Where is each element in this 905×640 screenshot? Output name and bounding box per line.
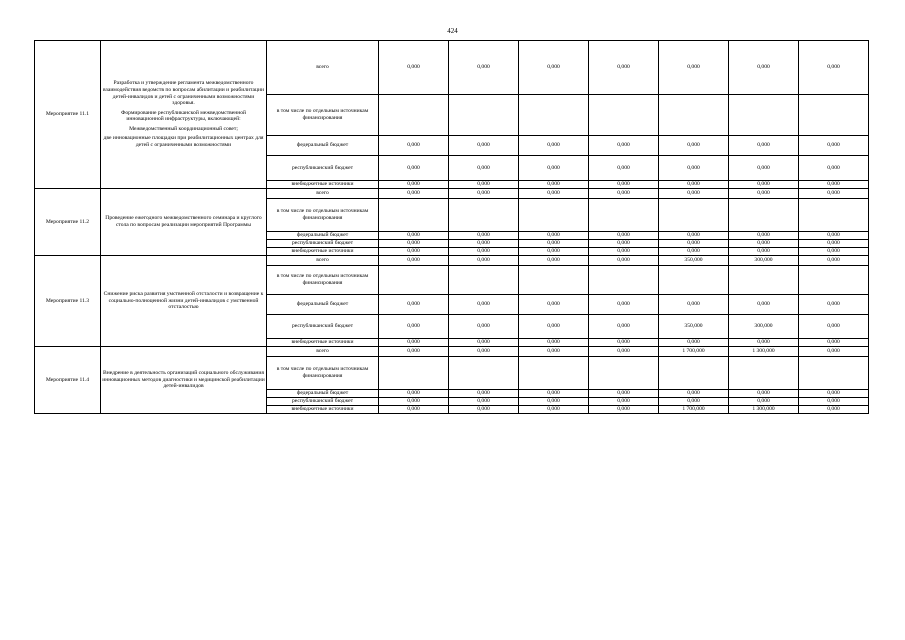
budget-table — [34, 40, 869, 414]
amount-cell: 0,000 — [589, 406, 659, 414]
amount-cell: 0,000 — [729, 181, 799, 189]
amount-cell: 0,000 — [519, 406, 589, 414]
funding-source: внебюджетные источники — [267, 406, 379, 414]
table-row — [35, 347, 869, 357]
amount-cell — [589, 199, 659, 232]
amount-cell: 0,000 — [589, 347, 659, 357]
amount-cell: 0,000 — [589, 189, 659, 199]
funding-source: республиканский бюджет — [267, 398, 379, 406]
amount-cell: 0,000 — [379, 256, 449, 266]
amount-cell: 0,000 — [589, 181, 659, 189]
amount-cell: 1 300,000 — [729, 406, 799, 414]
amount-cell: 0,000 — [799, 248, 869, 256]
amount-cell: 0,000 — [379, 156, 449, 181]
amount-cell: 0,000 — [379, 181, 449, 189]
amount-cell: 0,000 — [729, 41, 799, 95]
amount-cell — [449, 199, 519, 232]
amount-cell: 0,000 — [449, 41, 519, 95]
amount-cell: 0,000 — [519, 240, 589, 248]
amount-cell: 0,000 — [519, 315, 589, 339]
amount-cell: 0,000 — [659, 248, 729, 256]
amount-cell: 0,000 — [799, 339, 869, 347]
amount-cell — [799, 199, 869, 232]
page-number: 424 — [447, 27, 458, 35]
amount-cell: 0,000 — [799, 398, 869, 406]
funding-source: в том числе по отдельным источникам финансирования — [267, 266, 379, 295]
amount-cell: 0,000 — [729, 248, 799, 256]
funding-source: в том числе по отдельным источникам финансирования — [267, 357, 379, 390]
amount-cell: 0,000 — [659, 240, 729, 248]
amount-cell: 0,000 — [519, 390, 589, 398]
amount-cell: 0,000 — [799, 390, 869, 398]
amount-cell: 0,000 — [449, 256, 519, 266]
event-description: Снижение риска развития умственной отсталости и возвращение к социально-полноценной жизни детей-инвалидов с умственной отсталостью — [101, 256, 267, 347]
amount-cell — [799, 95, 869, 136]
amount-cell: 0,000 — [659, 41, 729, 95]
amount-cell: 0,000 — [519, 248, 589, 256]
amount-cell: 0,000 — [589, 136, 659, 156]
amount-cell: 0,000 — [379, 406, 449, 414]
amount-cell: 0,000 — [449, 232, 519, 240]
amount-cell: 0,000 — [659, 136, 729, 156]
amount-cell: 0,000 — [659, 398, 729, 406]
amount-cell: 0,000 — [589, 248, 659, 256]
amount-cell — [589, 266, 659, 295]
amount-cell — [659, 95, 729, 136]
amount-cell — [589, 95, 659, 136]
amount-cell — [799, 357, 869, 390]
table-body — [35, 41, 869, 414]
amount-cell: 350,000 — [659, 256, 729, 266]
description-paragraph: две инновационные площадки при реабилитационных центрах для детей с ограниченными возможностями — [103, 135, 264, 149]
funding-source: всего — [267, 347, 379, 357]
amount-cell: 0,000 — [519, 256, 589, 266]
funding-source: внебюджетные источники — [267, 339, 379, 347]
amount-cell: 0,000 — [379, 248, 449, 256]
amount-cell: 0,000 — [519, 156, 589, 181]
amount-cell: 0,000 — [589, 390, 659, 398]
amount-cell: 0,000 — [729, 390, 799, 398]
amount-cell — [449, 357, 519, 390]
amount-cell: 0,000 — [379, 189, 449, 199]
amount-cell: 0,000 — [379, 339, 449, 347]
amount-cell: 0,000 — [449, 189, 519, 199]
funding-source: всего — [267, 41, 379, 95]
amount-cell: 0,000 — [519, 136, 589, 156]
funding-source: всего — [267, 189, 379, 199]
amount-cell: 0,000 — [729, 189, 799, 199]
amount-cell: 0,000 — [659, 339, 729, 347]
funding-source: федеральный бюджет — [267, 295, 379, 315]
amount-cell — [379, 266, 449, 295]
event-description — [101, 41, 267, 189]
amount-cell: 0,000 — [449, 390, 519, 398]
funding-source: федеральный бюджет — [267, 232, 379, 240]
amount-cell — [519, 357, 589, 390]
amount-cell: 0,000 — [589, 240, 659, 248]
amount-cell: 0,000 — [519, 347, 589, 357]
amount-cell: 0,000 — [799, 347, 869, 357]
amount-cell: 0,000 — [449, 398, 519, 406]
amount-cell: 0,000 — [729, 232, 799, 240]
amount-cell — [379, 95, 449, 136]
amount-cell — [729, 357, 799, 390]
amount-cell: 300,000 — [729, 315, 799, 339]
amount-cell: 0,000 — [799, 240, 869, 248]
amount-cell — [449, 95, 519, 136]
amount-cell — [589, 357, 659, 390]
amount-cell: 0,000 — [519, 398, 589, 406]
amount-cell: 0,000 — [729, 156, 799, 181]
amount-cell: 0,000 — [449, 339, 519, 347]
amount-cell: 1 700,000 — [659, 347, 729, 357]
amount-cell: 0,000 — [379, 390, 449, 398]
amount-cell: 0,000 — [449, 181, 519, 189]
amount-cell — [519, 199, 589, 232]
amount-cell: 0,000 — [379, 347, 449, 357]
amount-cell: 0,000 — [729, 339, 799, 347]
amount-cell: 0,000 — [729, 240, 799, 248]
amount-cell: 0,000 — [379, 136, 449, 156]
event-description: Проведение ежегодного межведомственного семинара и круглого стола по вопросам реализации мероприятий Программы — [101, 189, 267, 256]
funding-source: федеральный бюджет — [267, 136, 379, 156]
funding-source: внебюджетные источники — [267, 181, 379, 189]
amount-cell: 0,000 — [799, 232, 869, 240]
amount-cell: 0,000 — [799, 315, 869, 339]
amount-cell: 0,000 — [799, 295, 869, 315]
amount-cell: 0,000 — [519, 181, 589, 189]
amount-cell: 0,000 — [589, 256, 659, 266]
amount-cell: 0,000 — [799, 406, 869, 414]
amount-cell: 0,000 — [659, 189, 729, 199]
amount-cell: 0,000 — [379, 295, 449, 315]
amount-cell: 0,000 — [519, 232, 589, 240]
amount-cell: 0,000 — [379, 240, 449, 248]
amount-cell: 0,000 — [449, 406, 519, 414]
amount-cell: 0,000 — [799, 41, 869, 95]
amount-cell: 0,000 — [799, 156, 869, 181]
funding-source: республиканский бюджет — [267, 315, 379, 339]
amount-cell: 0,000 — [379, 398, 449, 406]
amount-cell — [799, 266, 869, 295]
amount-cell — [659, 357, 729, 390]
amount-cell: 0,000 — [799, 136, 869, 156]
amount-cell: 0,000 — [799, 256, 869, 266]
amount-cell: 1 300,000 — [729, 347, 799, 357]
funding-source: внебюджетные источники — [267, 248, 379, 256]
table-row — [35, 189, 869, 199]
event-label: Мероприятие 11.1 — [35, 41, 101, 189]
amount-cell: 0,000 — [379, 232, 449, 240]
amount-cell — [379, 199, 449, 232]
amount-cell: 0,000 — [589, 398, 659, 406]
amount-cell: 0,000 — [449, 347, 519, 357]
amount-cell: 0,000 — [799, 181, 869, 189]
table-row — [35, 41, 869, 95]
funding-source: в том числе по отдельным источникам финансирования — [267, 199, 379, 232]
amount-cell: 0,000 — [449, 295, 519, 315]
amount-cell — [729, 199, 799, 232]
description-paragraph: Межведомственный координационный совет; — [129, 125, 238, 132]
amount-cell: 0,000 — [729, 398, 799, 406]
amount-cell: 0,000 — [589, 232, 659, 240]
amount-cell: 0,000 — [589, 41, 659, 95]
funding-source: в том числе по отдельным источникам финансирования — [267, 95, 379, 136]
description-paragraph: Разработка и утверждение регламента межведомственного взаимодействия ведомств по вопросам абилитации и реабилитации детей-инвалидов и детей с ограниченными возможностями здоровья. — [102, 80, 264, 107]
amount-cell: 0,000 — [379, 315, 449, 339]
amount-cell — [659, 199, 729, 232]
amount-cell: 0,000 — [449, 248, 519, 256]
amount-cell: 0,000 — [519, 295, 589, 315]
amount-cell: 0,000 — [519, 189, 589, 199]
funding-source: федеральный бюджет — [267, 390, 379, 398]
amount-cell: 0,000 — [449, 240, 519, 248]
amount-cell: 0,000 — [659, 232, 729, 240]
amount-cell — [659, 266, 729, 295]
amount-cell: 0,000 — [589, 315, 659, 339]
event-label: Мероприятие 11.3 — [35, 256, 101, 347]
amount-cell: 0,000 — [519, 41, 589, 95]
amount-cell: 0,000 — [659, 156, 729, 181]
funding-source: всего — [267, 256, 379, 266]
amount-cell — [519, 95, 589, 136]
amount-cell: 0,000 — [449, 156, 519, 181]
amount-cell: 0,000 — [659, 390, 729, 398]
amount-cell: 0,000 — [729, 136, 799, 156]
amount-cell: 0,000 — [379, 41, 449, 95]
amount-cell — [449, 266, 519, 295]
amount-cell: 0,000 — [519, 339, 589, 347]
table-row — [35, 256, 869, 266]
event-label: Мероприятие 11.2 — [35, 189, 101, 256]
amount-cell: 0,000 — [799, 189, 869, 199]
amount-cell: 0,000 — [589, 156, 659, 181]
amount-cell: 350,000 — [659, 315, 729, 339]
amount-cell: 0,000 — [589, 295, 659, 315]
amount-cell: 1 700,000 — [659, 406, 729, 414]
amount-cell: 0,000 — [659, 181, 729, 189]
description-paragraph: Формирование республиканской межведомственной инновационной инфраструктуры, включающей: — [120, 109, 247, 123]
amount-cell: 0,000 — [449, 136, 519, 156]
amount-cell: 0,000 — [589, 339, 659, 347]
event-label: Мероприятие 11.4 — [35, 347, 101, 414]
amount-cell — [379, 357, 449, 390]
amount-cell — [729, 95, 799, 136]
amount-cell: 0,000 — [659, 295, 729, 315]
event-description: Внедрение в деятельность организаций социального обслуживания инновационных методов диагностики и медицинской реабилитации детей-инвалидов — [101, 347, 267, 414]
amount-cell — [729, 266, 799, 295]
amount-cell: 0,000 — [729, 295, 799, 315]
funding-source: республиканский бюджет — [267, 156, 379, 181]
funding-source: республиканский бюджет — [267, 240, 379, 248]
amount-cell — [519, 266, 589, 295]
amount-cell: 0,000 — [449, 315, 519, 339]
amount-cell: 300,000 — [729, 256, 799, 266]
